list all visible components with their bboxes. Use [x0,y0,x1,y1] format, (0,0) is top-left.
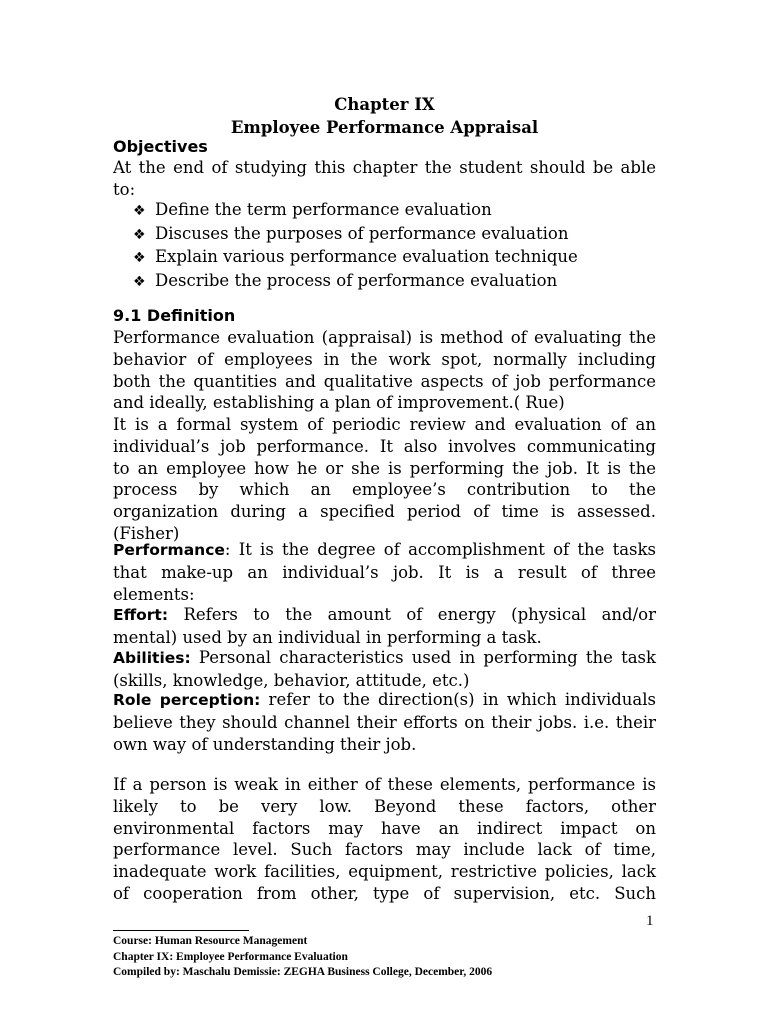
paragraph-line: both the quantities and qualitative aspects of job performance [113,371,656,391]
paragraph-line: elements: [113,584,195,604]
intro-line: At the end of studying this chapter the student should be able [113,158,656,177]
page-footer [113,934,492,981]
chapter-number: Chapter IX [334,95,435,114]
paragraph-line: likely to be very low. Beyond these factors, other [113,796,656,816]
paragraph-line: individual’s job performance. It also involves communicating [113,436,656,456]
diamond-bullet-icon: ❖ [133,226,146,243]
term-label: Abilities: [113,649,191,667]
footer-chapter: Chapter IX: Employee Performance Evaluation [113,950,348,963]
paragraph-line: environmental factors may have an indirect impact on [113,818,656,838]
paragraph-line: If a person is weak in either of these elements, performance is [113,775,656,794]
effort-paragraph [113,604,656,649]
paragraph-line: inadequate work facilities, equipment, restrictive policies, lack [113,862,656,882]
paragraph-line: of cooperation from other, type of supervision, etc. Such [113,883,656,903]
diamond-bullet-icon: ❖ [133,203,146,219]
objective-text: Define the term performance evaluation [155,200,492,219]
paragraph-line: that make-up an individual’s job. It is a result of three [113,562,656,582]
paragraph-line: mental) used by an individual in performing a task. [113,627,542,647]
paragraph-line: Abilities: Personal characteristics used in performing the task [113,648,656,667]
objective-item [133,199,653,223]
objective-item [133,223,653,247]
paragraph-line: It is a formal system of periodic review and evaluation of an [113,415,656,434]
footer-compiled: Compiled by: Maschalu Demissie: ZEGHA Business College, December, 2006 [113,966,493,978]
objective-item [133,270,653,294]
objectives-list [133,199,653,293]
paragraph-line: Effort: Refers to the amount of energy (physical and/or [113,605,656,624]
intro-line: to: [113,179,136,199]
paragraph-line: Performance evaluation (appraisal) is method of evaluating the [113,328,656,347]
term-label: Role perception: [113,691,261,709]
role-perception-paragraph [113,689,656,755]
paragraph-line: behavior of employees in the work spot, normally including [113,349,656,369]
objectives-intro [113,157,656,201]
definition-paragraph [113,327,656,414]
paragraph-line: (Fisher) [113,523,180,543]
objective-text: Discuses the purposes of performance evaluation [155,223,569,243]
abilities-paragraph [113,647,656,692]
term-label: Effort: [113,606,169,624]
objective-item [133,246,653,270]
paragraph-line: Performance: It is the degree of accomplishment of the tasks [113,540,656,559]
definition-heading: 9.1 Definition [113,306,236,325]
paragraph-line: organization during a specified period of time is assessed. [113,502,656,522]
objective-text: Explain various performance evaluation technique [155,247,578,267]
performance-paragraph [113,539,656,605]
chapter-title: Employee Performance Appraisal [230,118,539,137]
formal-system-paragraph [113,414,656,545]
paragraph-line: Role perception: refer to the direction(s) in which individuals [113,690,656,709]
page-number: 1 [646,913,654,929]
objectives-heading: Objectives [113,137,208,156]
paragraph-line: believe they should channel their efforts on their jobs. i.e. their [113,712,656,732]
footer-course: Course: Human Resource Management [113,935,308,947]
diamond-bullet-icon: ❖ [133,250,146,267]
paragraph-line: (skills, knowledge, behavior, attitude, etc.) [113,670,470,690]
paragraph-line: and ideally, establishing a plan of improvement.( Rue) [113,393,565,413]
paragraph-line: to an employee how he or she is performing the job. It is the [113,458,656,478]
paragraph-line: own way of understanding their job. [113,734,417,754]
weak-elements-paragraph [113,774,656,905]
term-label: Performance [113,541,225,559]
paragraph-line: process by which an employee’s contribution to the [113,480,656,500]
diamond-bullet-icon: ❖ [133,273,146,290]
paragraph-line: performance level. Such factors may include lack of time, [113,840,656,860]
objective-text: Describe the process of performance evaluation [155,270,558,290]
footnote-divider [113,930,249,931]
